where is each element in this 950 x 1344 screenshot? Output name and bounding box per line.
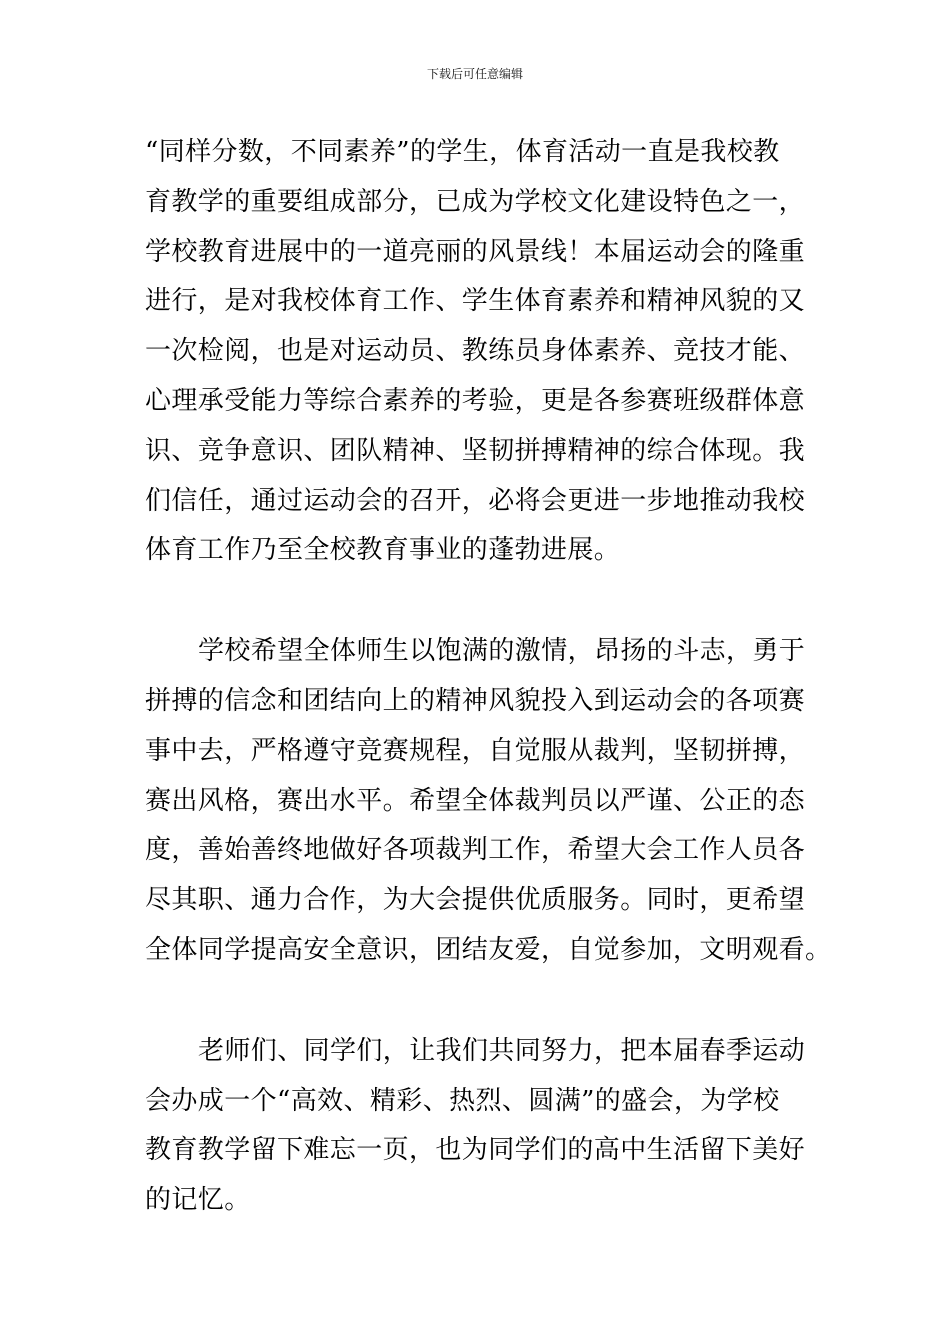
text-line: 全体同学提高安全意识，团结友爱，自觉参加，文明观看。	[145, 934, 832, 965]
text-line: 们信任，通过运动会的召开，必将会更进一步地推动我校	[145, 485, 806, 516]
text-line: 育教学的重要组成部分，已成为学校文化建设特色之一，	[145, 186, 806, 217]
text-line: “同样分数，不同素养”的学生，体育活动一直是我校教	[145, 137, 780, 167]
paragraph-spacer	[145, 576, 807, 627]
text-line: 心理承受能力等综合素养的考验，更是各参赛班级群体意	[145, 385, 806, 416]
paragraph-2	[145, 627, 832, 976]
paragraph-1	[145, 128, 807, 576]
text-line: 尽其职、通力合作，为大会提供优质服务。同时，更希望	[145, 885, 806, 916]
text-line: 学校教育进展中的一道亮丽的风景线！本届运动会的隆重	[145, 236, 806, 267]
document-body	[145, 128, 832, 1226]
text-line: 事中去，严格遵守竞赛规程，自觉服从裁判，坚韧拼搏，	[145, 735, 806, 766]
text-line: 会办成一个“高效、精彩、热烈、圆满”的盛会，为学校	[145, 1085, 780, 1116]
text-line: 进行，是对我校体育工作、学生体育素养和精神风貌的又	[145, 286, 806, 317]
page-header: 下载后可任意编辑	[426, 67, 523, 81]
text-line: 的记忆。	[145, 1185, 251, 1216]
paragraph-3	[145, 1027, 807, 1226]
text-line: 一次检阅，也是对运动员、教练员身体素养、竞技才能、	[145, 336, 806, 367]
paragraph-spacer	[145, 976, 807, 1027]
text-line: 赛出风格，赛出水平。希望全体裁判员以严谨、公正的态	[145, 785, 806, 816]
text-line: 拼搏的信念和团结向上的精神风貌投入到运动会的各项赛	[145, 685, 806, 716]
text-line: 度，善始善终地做好各项裁判工作，希望大会工作人员各	[145, 835, 806, 866]
text-line: 识、竞争意识、团队精神、坚韧拼搏精神的综合体现。我	[145, 435, 806, 466]
text-line: 教育教学留下难忘一页，也为同学们的高中生活留下美好	[145, 1135, 806, 1166]
text-line: 学校希望全体师生以饱满的激情，昂扬的斗志，勇于	[198, 636, 806, 667]
text-line: 老师们、同学们，让我们共同努力，把本届春季运动	[198, 1035, 806, 1066]
text-line: 体育工作乃至全校教育事业的蓬勃进展。	[145, 535, 621, 566]
